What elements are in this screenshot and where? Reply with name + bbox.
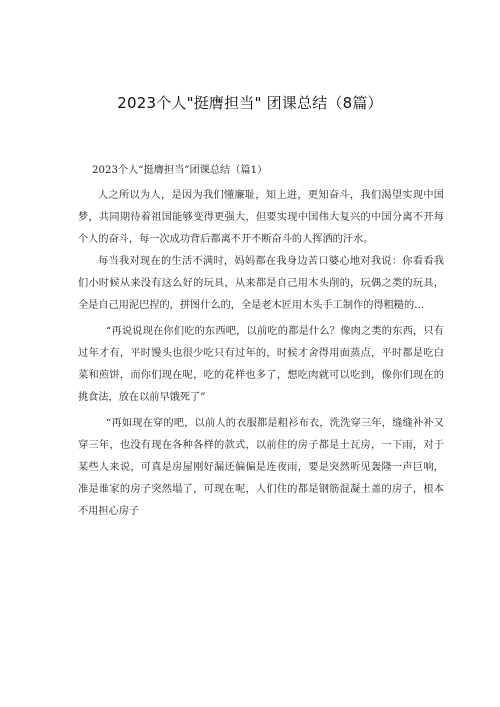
paragraph: 每当我对现在的生活不满时，妈妈都在我身边苦口婆心地对我说：你看看我们小时候从来没有这么好的玩具，从来都是自己用木头削的，玩偶之类的玩具，全是自己用泥巴捏的，拼图什么的，全是老木匠用木头手工制作的得粗糙的… xyxy=(78,256,444,311)
document-title: 2023个人"挺膺担当" 团课总结（8篇） xyxy=(117,94,383,112)
paragraph: “再如现在穿的吧，以前人的衣服都是粗衫布衣，洗洗穿三年，缝缝补补又穿三年，也没有现在各种各样的款式，以前住的房子都是土瓦房，一下雨，对于某些人来说，可真是房屋刚好漏还偏偏是连夜雨，要是突然听见轰隆一声巨响，准是谁家的房子突然塌了，可现在呢，人们住的都是钢筋混凝土盖的房子，根本不用担心房子 xyxy=(78,418,444,517)
section-subtitle: 2023个人“挺膺担当”团课总结（篇1） xyxy=(92,165,268,176)
paragraph: “再说说现在你们吃的东西吧，以前吃的都是什么？像肉之类的东西，只有过年才有，平时馒头也很少吃只有过年的，时候才舍得用面蒸点，平时都是吃白菜和煎饼，而你们现在呢，吃的花样也多了，想吃肉就可以吃到，像你们现在的挑食法，放在以前早饿死了” xyxy=(78,326,444,403)
paragraph: 人之所以为人，是因为我们懂廉耻，知上进，更知奋斗，我们渴望实现中国梦，共同期待着祖国能够变得更强大，但要实现中国伟大复兴的中国分离不开每个人的奋斗，每一次成功背后都离不开不断奋斗的人挥洒的汗水。 xyxy=(78,190,444,245)
document-body xyxy=(78,160,444,523)
